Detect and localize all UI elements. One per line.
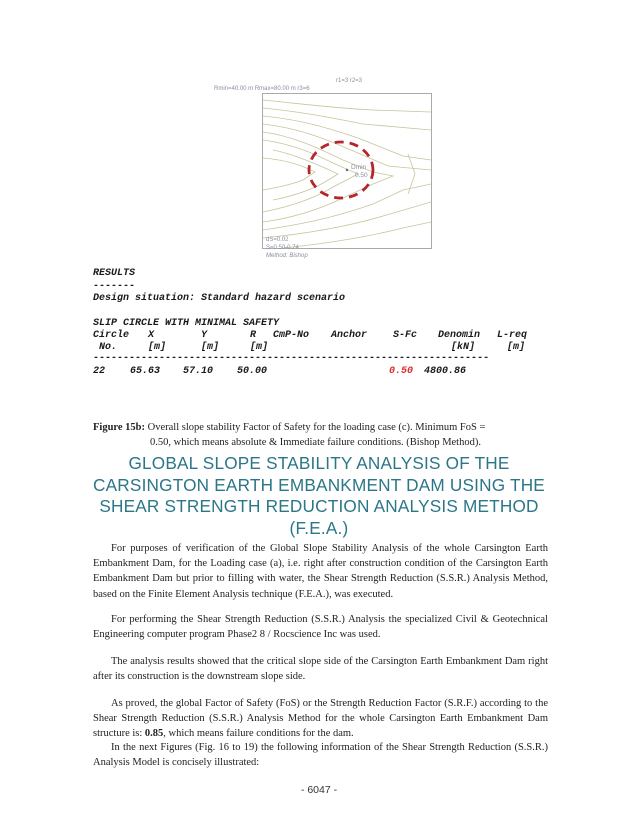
figure-center-value: 0.50: [355, 172, 368, 179]
figure-label-top: r1=3 r2=3: [336, 78, 363, 84]
caption-label: Figure 15b:: [93, 422, 146, 433]
paragraph-4-tail: , which means failure conditions for the dam.: [163, 728, 354, 740]
caption-line-2: 0.50, which means absolute & Immediate failure conditions. (Bishop Method).: [150, 437, 481, 448]
slip-circle-figure: [214, 78, 432, 268]
figure-legend-s: S=0.50-0.74: [266, 245, 299, 251]
paragraph-4-value: 0.85: [144, 728, 164, 740]
paragraph-4-text: As proved, the global Factor of Safety (FoS) or the Strength Reduction Factor (S.R.F.) according to the Shear Strength Reduction (S.S.R.) Analysis Method for the whole Carsington Earth Embankment Dam structure is:: [93, 698, 548, 740]
header-x: X: [148, 330, 155, 341]
paragraph-5: In the next Figures (Fig. 16 to 19) the following information of the Shear Strength Reduction (S.S.R.) Analysis Model is concisely illustrated:: [93, 742, 548, 769]
unit-lreq: [m]: [507, 342, 526, 353]
value-denomin: 4800.86: [424, 366, 467, 377]
section-heading: GLOBAL SLOPE STABILITY ANALYSIS OF THE CARSINGTON EARTH EMBANKMENT DAM USING THE SHEAR STRENGTH REDUCTION ANALYSIS METHOD (F.E.A.): [93, 453, 545, 538]
value-y: 57.10: [183, 366, 214, 377]
figure-label-radii: Rmin=40.00 m Rmax=80.00 m r3=6: [214, 86, 310, 92]
header-lreq: L-req: [497, 330, 528, 341]
contour-plot: [262, 93, 432, 249]
design-situation: Design situation: Standard hazard scenario: [93, 293, 346, 304]
paragraph-3: The analysis results showed that the critical slope side of the Carsington Earth Embankment Dam right after its construction is the downstream slope side.: [93, 656, 548, 683]
header-y: Y: [201, 330, 208, 341]
header-cmp-no: CmP-No: [273, 330, 310, 341]
figure-center-label: Dmin: [351, 164, 367, 171]
slip-circle-section-title: SLIP CIRCLE WITH MINIMAL SAFETY: [93, 318, 280, 329]
results-separator: ------------------------------------------------------------------: [93, 353, 490, 364]
value-x: 65.63: [130, 366, 161, 377]
unit-no: No.: [99, 342, 118, 353]
paragraph-2: For performing the Shear Strength Reduction (S.S.R.) Analysis the specialized Civil & Geotechnical Engineering computer program Phase2 8 / Rocscience Inc was used.: [93, 614, 548, 641]
header-r: R: [250, 330, 257, 341]
value-circle: 22: [93, 366, 106, 377]
header-sfc: S-Fc: [393, 330, 418, 341]
unit-denomin: [kN]: [451, 342, 476, 353]
paragraph-1: For purposes of verification of the Global Slope Stability Analysis of the whole Carsington Earth Embankment Dam, for the Loading case (a), i.e. right after construction condition of the Carsington Earth Embankment Dam but prior to filling with water, the Shear Strength Reduction (S.S.R.) Analysis Method, based on the Finite Element Analysis technique (F.E.A.), was executed.: [93, 543, 548, 600]
caption-line-1: Overall slope stability Factor of Safety for the loading case (c). Minimum FoS =: [145, 422, 486, 433]
header-denomin: Denomin: [438, 330, 481, 341]
header-anchor: Anchor: [331, 330, 368, 341]
figure-legend-ds: dS=0.02: [266, 237, 289, 243]
paragraph-4: [93, 696, 548, 742]
figure-legend-method: Method: Bishop: [266, 253, 308, 259]
unit-r: [m]: [250, 342, 269, 353]
value-r: 50.00: [237, 366, 268, 377]
results-underline: -------: [93, 281, 136, 292]
unit-x: [m]: [148, 342, 167, 353]
results-title: RESULTS: [93, 268, 136, 279]
page-number: - 6047 -: [300, 784, 338, 796]
value-sfc: 0.50: [389, 366, 414, 377]
contour-svg: [263, 94, 431, 248]
unit-y: [m]: [201, 342, 220, 353]
figure-caption: [93, 420, 548, 450]
header-circle: Circle: [93, 330, 130, 341]
